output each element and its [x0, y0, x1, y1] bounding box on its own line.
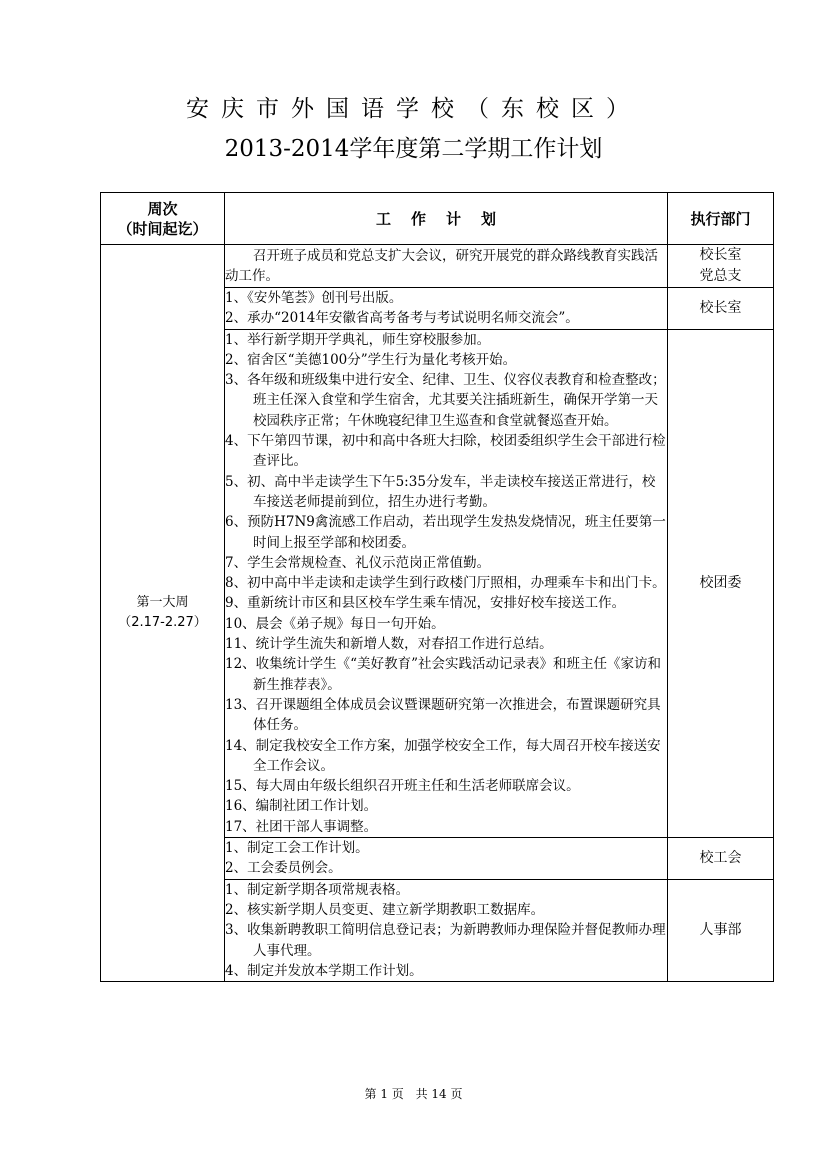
plan-item: 1、《安外笔荟》创刊号出版。 — [225, 290, 403, 306]
dept-cell: 人事部 — [668, 879, 774, 981]
plan-item: 10、晨会《弟子规》每日一句开始。 — [225, 615, 445, 632]
plan-content-cell — [225, 329, 668, 837]
dept-cell: 校团委 — [668, 329, 774, 837]
header-week: 周次 （时间起讫） — [101, 193, 225, 245]
dept-cell: 校长室 党总支 — [668, 245, 774, 288]
plan-item: 8、初中高中半走读和走读学生到行政楼门厅照相，办理乘车卡和出门卡。 — [225, 575, 666, 592]
week-dates: （2.17-2.27） — [118, 615, 207, 631]
plan-item: 12、收集统计学生《“美好教育”社会实践活动记录表》和班主任《家访和新生推荐表》。 — [225, 656, 661, 693]
page-number: 第 1 页 — [364, 1087, 404, 1101]
page-footer — [0, 1085, 827, 1102]
plan-content-cell — [225, 838, 668, 880]
plan-content-cell — [225, 288, 668, 330]
plan-item: 7、学生会常规检查、礼仪示范岗正常值勤。 — [225, 554, 491, 571]
plan-item: 9、重新统计市区和县区校车学生乘车情况，安排好校车接送工作。 — [225, 595, 626, 612]
plan-content-cell — [225, 245, 668, 288]
plan-item: 6、预防H7N9禽流感工作启动，若出现学生发热发烧情况，班主任要第一时间上报至学部和校团委。 — [225, 514, 666, 551]
table-header-row — [101, 193, 774, 245]
plan-item: 3、各年级和班级集中进行安全、纪律、卫生、仪容仪表教育和检查整改；班主任深入食堂和学生宿舍，尤其要关注插班新生，确保开学第一天校园秩序正常；午休晚寝纪律卫生巡查和食堂就餐巡查开始。 — [225, 372, 666, 429]
plan-item: 4、制定并发放本学期工作计划。 — [225, 962, 423, 979]
table-row — [101, 245, 774, 288]
plan-item: 17、社团干部人事调整。 — [225, 818, 378, 835]
plan-item: 4、下午第四节课，初中和高中各班大扫除，校团委组织学生会干部进行检查评比。 — [225, 433, 666, 470]
page-total: 共 14 页 — [415, 1087, 463, 1101]
document-title: 安庆市外国语学校（东校区） — [186, 96, 641, 122]
dept-cell: 校长室 — [668, 288, 774, 330]
document-subtitle: 2013-2014学年度第二学期工作计划 — [224, 136, 603, 162]
plan-item: 2、核实新学期人员变更、建立新学期教职工数据库。 — [225, 901, 545, 918]
plan-item: 1、制定新学期各项常规表格。 — [225, 881, 410, 898]
work-plan-table — [100, 192, 774, 982]
week-cell — [101, 245, 225, 982]
plan-item: 2、工会委员例会。 — [225, 860, 342, 877]
plan-item: 2、承办“2014年安徽省高考备考与考试说明名师交流会”。 — [225, 310, 579, 327]
plan-item: 1、举行新学期开学典礼，师生穿校服参加。 — [225, 331, 491, 348]
header-dept: 执行部门 — [668, 193, 774, 245]
header-plan: 工作计划 — [225, 193, 668, 245]
plan-item: 13、召开课题组全体成员会议暨课题研究第一次推进会，布置课题研究具体任务。 — [225, 696, 661, 734]
week-name: 第一大周 — [136, 595, 189, 611]
plan-item: 5、初、高中半走读学生下午5:35分发车，半走读校车接送正常进行，校车接送老师提前到位，招生办进行考勤。 — [225, 473, 656, 510]
plan-item: 召开班子成员和党总支扩大会议，研究开展党的群众路线教育实践活动工作。 — [225, 247, 658, 284]
plan-item: 16、编制社团工作计划。 — [225, 798, 378, 815]
plan-item: 1、制定工会工作计划。 — [225, 840, 369, 857]
dept-cell: 校工会 — [668, 838, 774, 880]
plan-item: 15、每大周由年级长组织召开班主任和生活老师联席会议。 — [225, 778, 580, 795]
plan-item: 2、宿舍区“美德100分”学生行为量化考核开始。 — [225, 351, 517, 368]
plan-item: 14、制定我校安全工作方案，加强学校安全工作，每大周召开校车接送安全工作会议。 — [225, 737, 661, 774]
plan-item: 11、统计学生流失和新增人数，对春招工作进行总结。 — [225, 636, 553, 653]
plan-item: 3、收集新聘教职工简明信息登记表；为新聘教师办理保险并督促教师办理人事代理。 — [225, 922, 666, 959]
plan-content-cell — [225, 879, 668, 981]
